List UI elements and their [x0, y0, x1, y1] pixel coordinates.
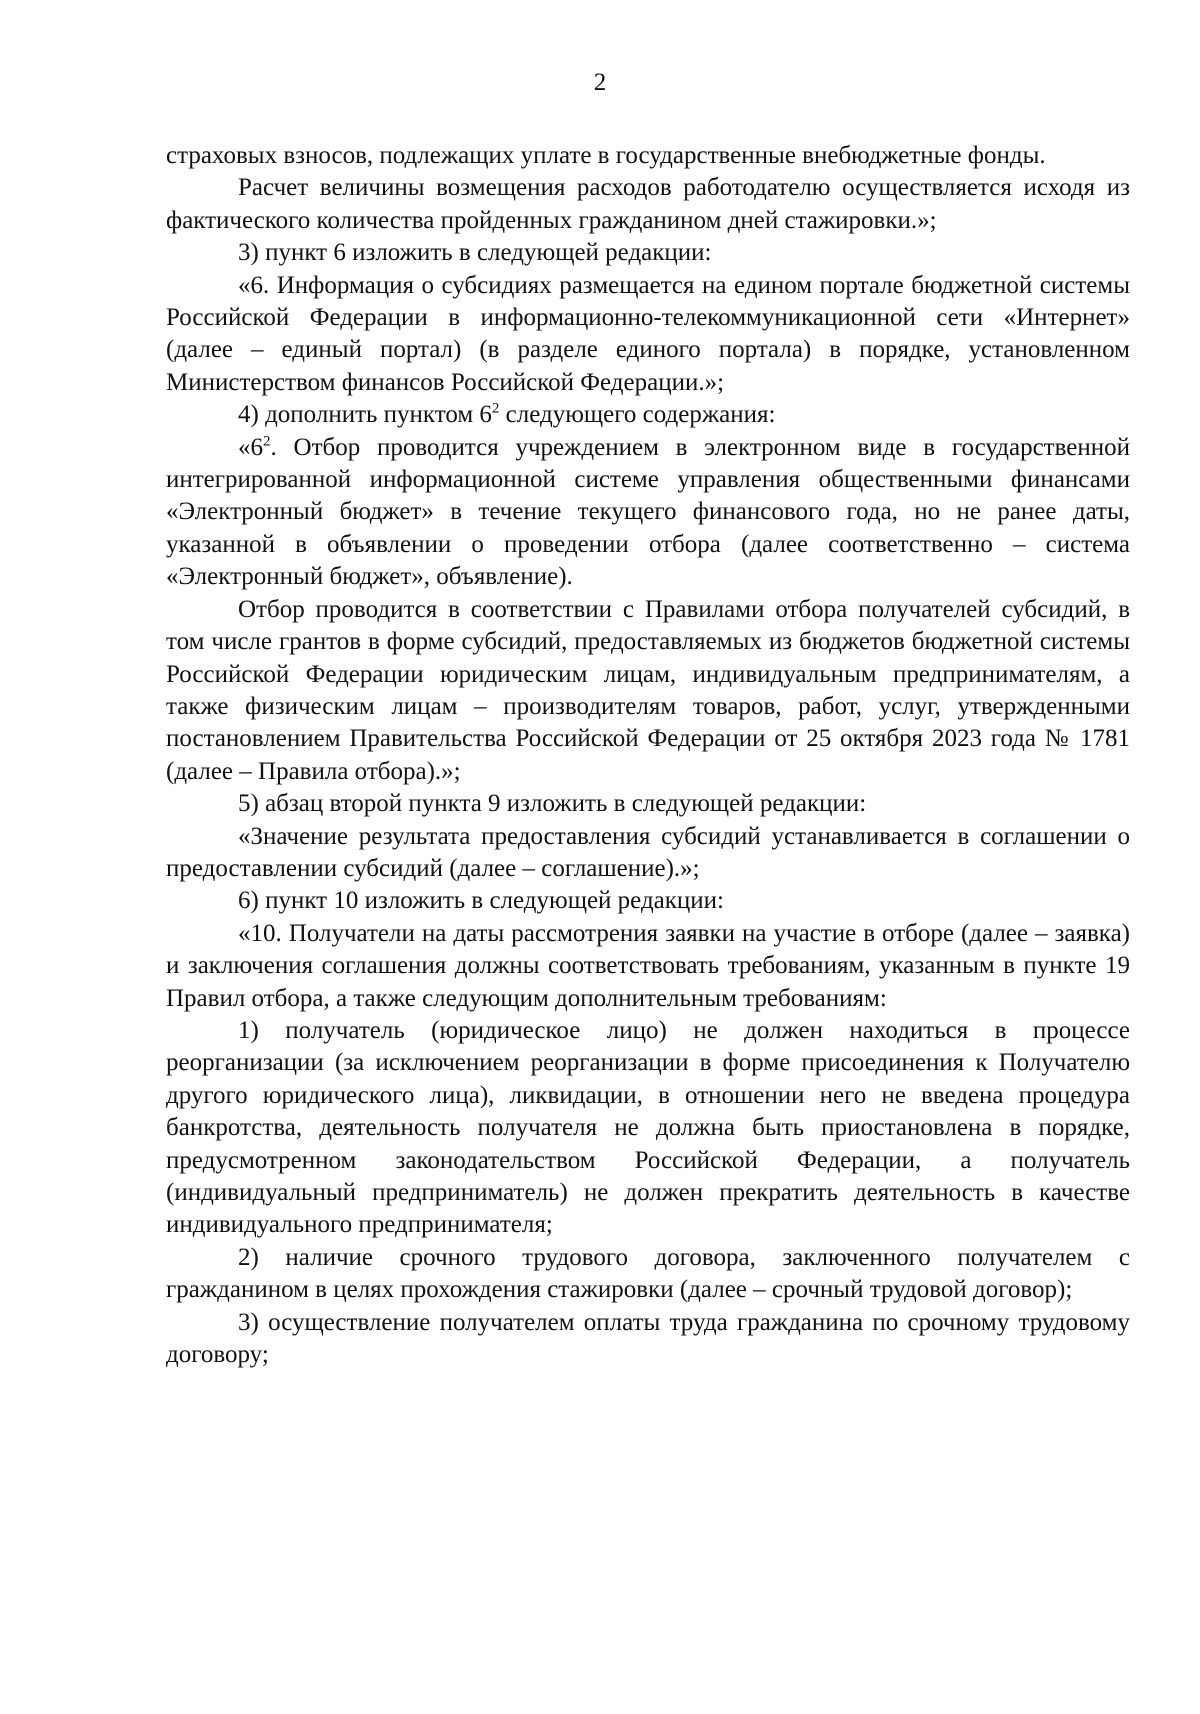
paragraph-10: 6) пункт 10 изложить в следующей редакции:: [238, 887, 724, 915]
paragraph-4: «6. Информация о субсидиях размещается на едином портале бюджетной системы Российской Федерации в информационно-телекоммуникационной сети «Интернет» (далее – единый портал) (в разделе единого портала) в порядке, установленном Министерством финансов Российской Федерации.»;: [166, 271, 1130, 396]
paragraph-5-superscript: 2: [491, 400, 500, 417]
paragraph-3: 3) пункт 6 изложить в следующей редакции:: [238, 239, 712, 267]
paragraph-11: «10. Получатели на даты рассмотрения заявки на участие в отборе (далее – заявка) и заключения соглашения должны соответствовать требованиям, указанным в пункте 19 Правил отбора, а также следующим дополнительным требованиям:: [166, 919, 1130, 1012]
paragraph-5-post: следующего содержания:: [499, 401, 776, 429]
document-body: [166, 140, 1130, 1371]
paragraph-1: страховых взносов, подлежащих уплате в государственные внебюджетные фонды.: [166, 142, 1046, 169]
paragraph-6-pre: «6: [238, 433, 263, 461]
paragraph-6: [166, 432, 1130, 594]
paragraph-12: 1) получатель (юридическое лицо) не должен находиться в процессе реорганизации (за исключением реорганизации в форме присоединения к Получателю другого юридического лица), ликвидации, в отношении него не введена процедура банкротства, деятельность получателя не должна быть приостановлена в порядке, предусмотренном законодательством Российской Федерации, а получатель (индивидуальный предприниматель) не должен прекратить деятельность в качестве индивидуального предпринимателя;: [166, 1016, 1130, 1239]
paragraph-9: «Значение результата предоставления субсидий устанавливается в соглашении о предоставлении субсидий (далее – соглашение).»;: [166, 822, 1130, 882]
paragraph-2: Расчет величины возмещения расходов работодателю осуществляется исходя из фактического количества пройденных гражданином дней стажировки.»;: [166, 174, 1130, 234]
paragraph-5: [166, 399, 1130, 431]
paragraph-13: 2) наличие срочного трудового договора, заключенного получателем с гражданином в целях прохождения стажировки (далее – срочный трудовой договор);: [166, 1243, 1130, 1304]
paragraph-8: 5) абзац второй пункта 9 изложить в следующей редакции:: [238, 790, 867, 818]
page-number: 2: [593, 69, 607, 96]
paragraph-5-pre: 4) дополнить пунктом 6: [238, 401, 492, 429]
paragraph-14: 3) осуществление получателем оплаты труда гражданина по срочному трудовому договору;: [166, 1308, 1130, 1369]
paragraph-7: Отбор проводится в соответствии с Правилами отбора получателей субсидий, в том числе грантов в форме субсидий, предоставляемых из бюджетов бюджетной системы Российской Федерации юридическим лицам, индивидуальным предпринимателям, а также физическим лицам – производителям товаров, работ, услуг, утвержденными постановлением Правительства Российской Федерации от 25 октября 2023 года № 1781 (далее – Правила отбора).»;: [166, 595, 1130, 785]
paragraph-6-superscript: 2: [263, 433, 271, 450]
paragraph-6-post: . Отбор проводится учреждением в электронном виде в государственной интегрированной информационной системе управления общественными финансами «Электронный бюджет» в течение текущего финансового года, но не ранее даты, указанной в объявлении о проведении отбора (далее соответственно – система «Электронный бюджет», объявление).: [166, 433, 1130, 591]
